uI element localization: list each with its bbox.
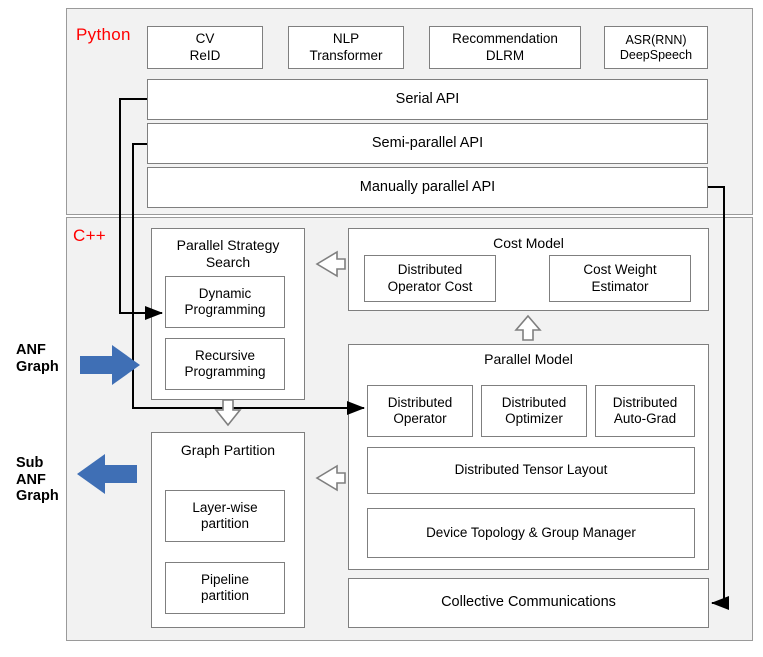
distributed-auto-grad-line1: Distributed [612, 394, 678, 410]
model-box-cv-reid-line1: CV [195, 31, 215, 47]
parallel-strategy-search-title-line2: Search [205, 253, 251, 270]
model-box-asr-deepspeech-line2: DeepSpeech [619, 47, 693, 62]
model-box-cv-reid [147, 26, 263, 69]
sub-anf-graph-output-label [16, 455, 76, 505]
model-box-recommendation-dlrm [429, 26, 581, 69]
recursive-programming-line1: Recursive [194, 347, 256, 363]
device-topology-group-manager-label: Device Topology & Group Manager [426, 524, 636, 540]
dynamic-programming-box [165, 276, 285, 328]
layer-wise-partition-line2: partition [200, 516, 250, 531]
model-box-asr-deepspeech [604, 26, 708, 69]
manually-parallel-api-box [147, 167, 708, 208]
model-box-asr-deepspeech-line1: ASR(RNN) [625, 32, 687, 47]
layer-wise-partition-line1: Layer-wise [192, 499, 258, 515]
cpp-section-label: C++ [73, 226, 107, 245]
model-box-nlp-transformer [288, 26, 404, 69]
distributed-operator-box [367, 385, 473, 437]
anf-graph-input-line2: Graph [16, 358, 59, 375]
model-box-nlp-transformer-line1: NLP [332, 31, 360, 47]
serial-api-label: Serial API [395, 90, 460, 107]
parallel-strategy-search-title-line1: Parallel Strategy [176, 237, 280, 253]
device-topology-group-manager-box [367, 508, 695, 558]
collective-communications-box [348, 578, 709, 628]
dynamic-programming-line1: Dynamic [198, 285, 252, 301]
cost-weight-estimator-line2: Estimator [591, 278, 649, 294]
cost-weight-estimator-box [549, 255, 691, 302]
dynamic-programming-line2: Programming [184, 302, 266, 317]
semi-parallel-api-label: Semi-parallel API [371, 134, 484, 151]
collective-communications-label: Collective Communications [441, 594, 616, 611]
sub-anf-graph-output-line2: ANF [16, 471, 46, 488]
serial-api-box [147, 79, 708, 120]
recursive-programming-line2: Programming [184, 364, 266, 379]
distributed-tensor-layout-box [367, 447, 695, 494]
cost-model-title: Cost Model [493, 235, 564, 251]
sub-anf-graph-output-line3: Graph [16, 488, 59, 505]
cost-weight-estimator-line1: Cost Weight [583, 262, 657, 278]
distributed-auto-grad-line2: Auto-Grad [613, 411, 677, 426]
distributed-operator-line1: Distributed [387, 394, 453, 410]
distributed-operator-line2: Operator [393, 411, 447, 426]
anf-graph-input-label [16, 342, 76, 375]
pipeline-partition-line2: partition [200, 588, 250, 603]
pipeline-partition-box [165, 562, 285, 614]
semi-parallel-api-box [147, 123, 708, 164]
manually-parallel-api-label: Manually parallel API [359, 178, 496, 195]
recursive-programming-box [165, 338, 285, 390]
distributed-auto-grad-box [595, 385, 695, 437]
parallel-strategy-search-title [152, 237, 304, 270]
distributed-optimizer-box [481, 385, 587, 437]
model-box-cv-reid-line2: ReID [189, 47, 221, 63]
distributed-operator-cost-line1: Distributed [397, 262, 463, 278]
sub-anf-graph-output-line1: Sub [16, 455, 44, 471]
distributed-operator-cost-line2: Operator Cost [387, 278, 473, 294]
model-box-recommendation-dlrm-line2: DLRM [485, 47, 525, 63]
distributed-optimizer-line1: Distributed [501, 394, 567, 410]
model-box-recommendation-dlrm-line1: Recommendation [452, 31, 558, 47]
distributed-optimizer-line2: Optimizer [505, 411, 563, 426]
python-section-label: Python [76, 25, 131, 44]
pipeline-partition-line1: Pipeline [200, 571, 250, 587]
graph-partition-title: Graph Partition [180, 442, 276, 458]
parallel-model-title: Parallel Model [484, 351, 573, 367]
anf-graph-input-line1: ANF [16, 342, 46, 358]
distributed-tensor-layout-label: Distributed Tensor Layout [454, 462, 608, 478]
distributed-operator-cost-box [364, 255, 496, 302]
model-box-nlp-transformer-line2: Transformer [309, 47, 383, 63]
layer-wise-partition-box [165, 490, 285, 542]
